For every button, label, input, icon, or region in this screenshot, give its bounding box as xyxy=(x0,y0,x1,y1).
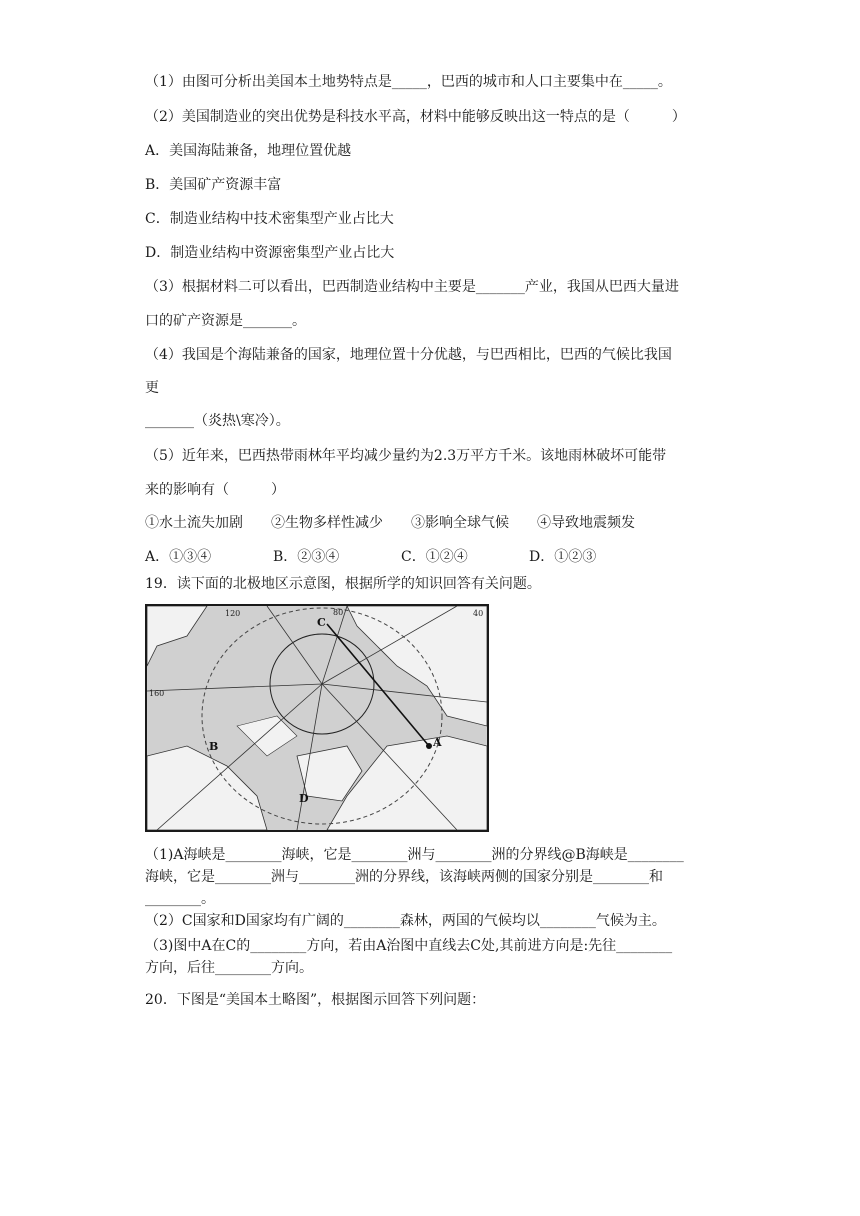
label-b: B xyxy=(209,740,219,753)
q18-part3-line2: 口的矿产资源是_______。 xyxy=(145,313,306,329)
q19-sub2: （2）C国家和D国家均有广阔的________森林，两国的气候均以________气候为主。 xyxy=(145,913,666,929)
q19-sub3-line1: （3)图中A在C的________方向，若由A治图中直线去C处,其前进方向是:先往________ xyxy=(145,938,673,954)
q18-part2: （2）美国制造业的突出优势是科技水平高，材料中能够反映出这一特点的是（ ） xyxy=(145,109,686,125)
q19-sub1-line3: ________。 xyxy=(145,891,215,907)
choice-b: B．②③④ xyxy=(273,549,340,565)
q18-part5-items: ①水土流失加剧 ②生物多样性减少 ③影响全球气候 ④导致地震频发 xyxy=(145,515,635,531)
q18-option-a: A．美国海陆兼备，地理位置优越 xyxy=(145,143,352,159)
lon-label-80: 80 xyxy=(333,608,344,617)
q18-option-b: B．美国矿产资源丰富 xyxy=(145,177,282,193)
q19-sub1-line2: 海峡，它是________洲与________洲的分界线，该海峡两侧的国家分别是________和 xyxy=(145,869,663,885)
point-a-marker xyxy=(426,743,432,749)
lon-label-40: 40 xyxy=(473,609,484,618)
q18-part4-line1: （4）我国是个海陆兼备的国家，地理位置十分优越，与巴西相比，巴西的气候比我国 xyxy=(145,347,672,363)
label-d: D xyxy=(299,792,309,805)
q18-part5-line2: 来的影响有（ ） xyxy=(145,482,285,498)
q18-part3-line1: （3）根据材料二可以看出，巴西制造业结构中主要是_______产业，我国从巴西大量进 xyxy=(145,279,679,295)
q18-part1: （1）由图可分析出美国本土地势特点是_____，巴西的城市和人口主要集中在_____。 xyxy=(145,74,672,90)
q20-title: 20．下图是“美国本土略图”，根据图示回答下列问题： xyxy=(145,992,486,1008)
label-c: C xyxy=(317,616,326,629)
q19-title: 19．读下面的北极地区示意图，根据所学的知识回答有关问题。 xyxy=(145,576,541,592)
arctic-map-svg xyxy=(147,606,487,830)
q19-sub3-line2: 方向，后往________方向。 xyxy=(145,960,313,976)
q18-part4-line2: 更 xyxy=(145,380,159,396)
lon-label-160: 160 xyxy=(149,689,165,698)
q18-part5-line1: （5）近年来，巴西热带雨林年平均减少量约为2.3万平方千米。该地雨林破坏可能带 xyxy=(145,448,667,464)
q19-sub1-line1: （1)A海峡是________海峡，它是________洲与________洲的分界线@B海峡是________ xyxy=(145,847,684,863)
q18-option-c: C．制造业结构中技术密集型产业占比大 xyxy=(145,211,394,227)
choice-c: C．①②④ xyxy=(401,549,468,565)
q18-option-d: D．制造业结构中资源密集型产业占比大 xyxy=(145,245,395,261)
choice-d: D．①②③ xyxy=(529,549,597,565)
label-a: A xyxy=(433,736,442,749)
choice-a: A．①③④ xyxy=(145,549,212,565)
arctic-map xyxy=(145,604,489,832)
q18-part5-choices xyxy=(145,547,596,567)
lon-label-120: 120 xyxy=(225,609,241,618)
q18-part4-line3: _______（炎热\寒冷）。 xyxy=(145,413,290,429)
